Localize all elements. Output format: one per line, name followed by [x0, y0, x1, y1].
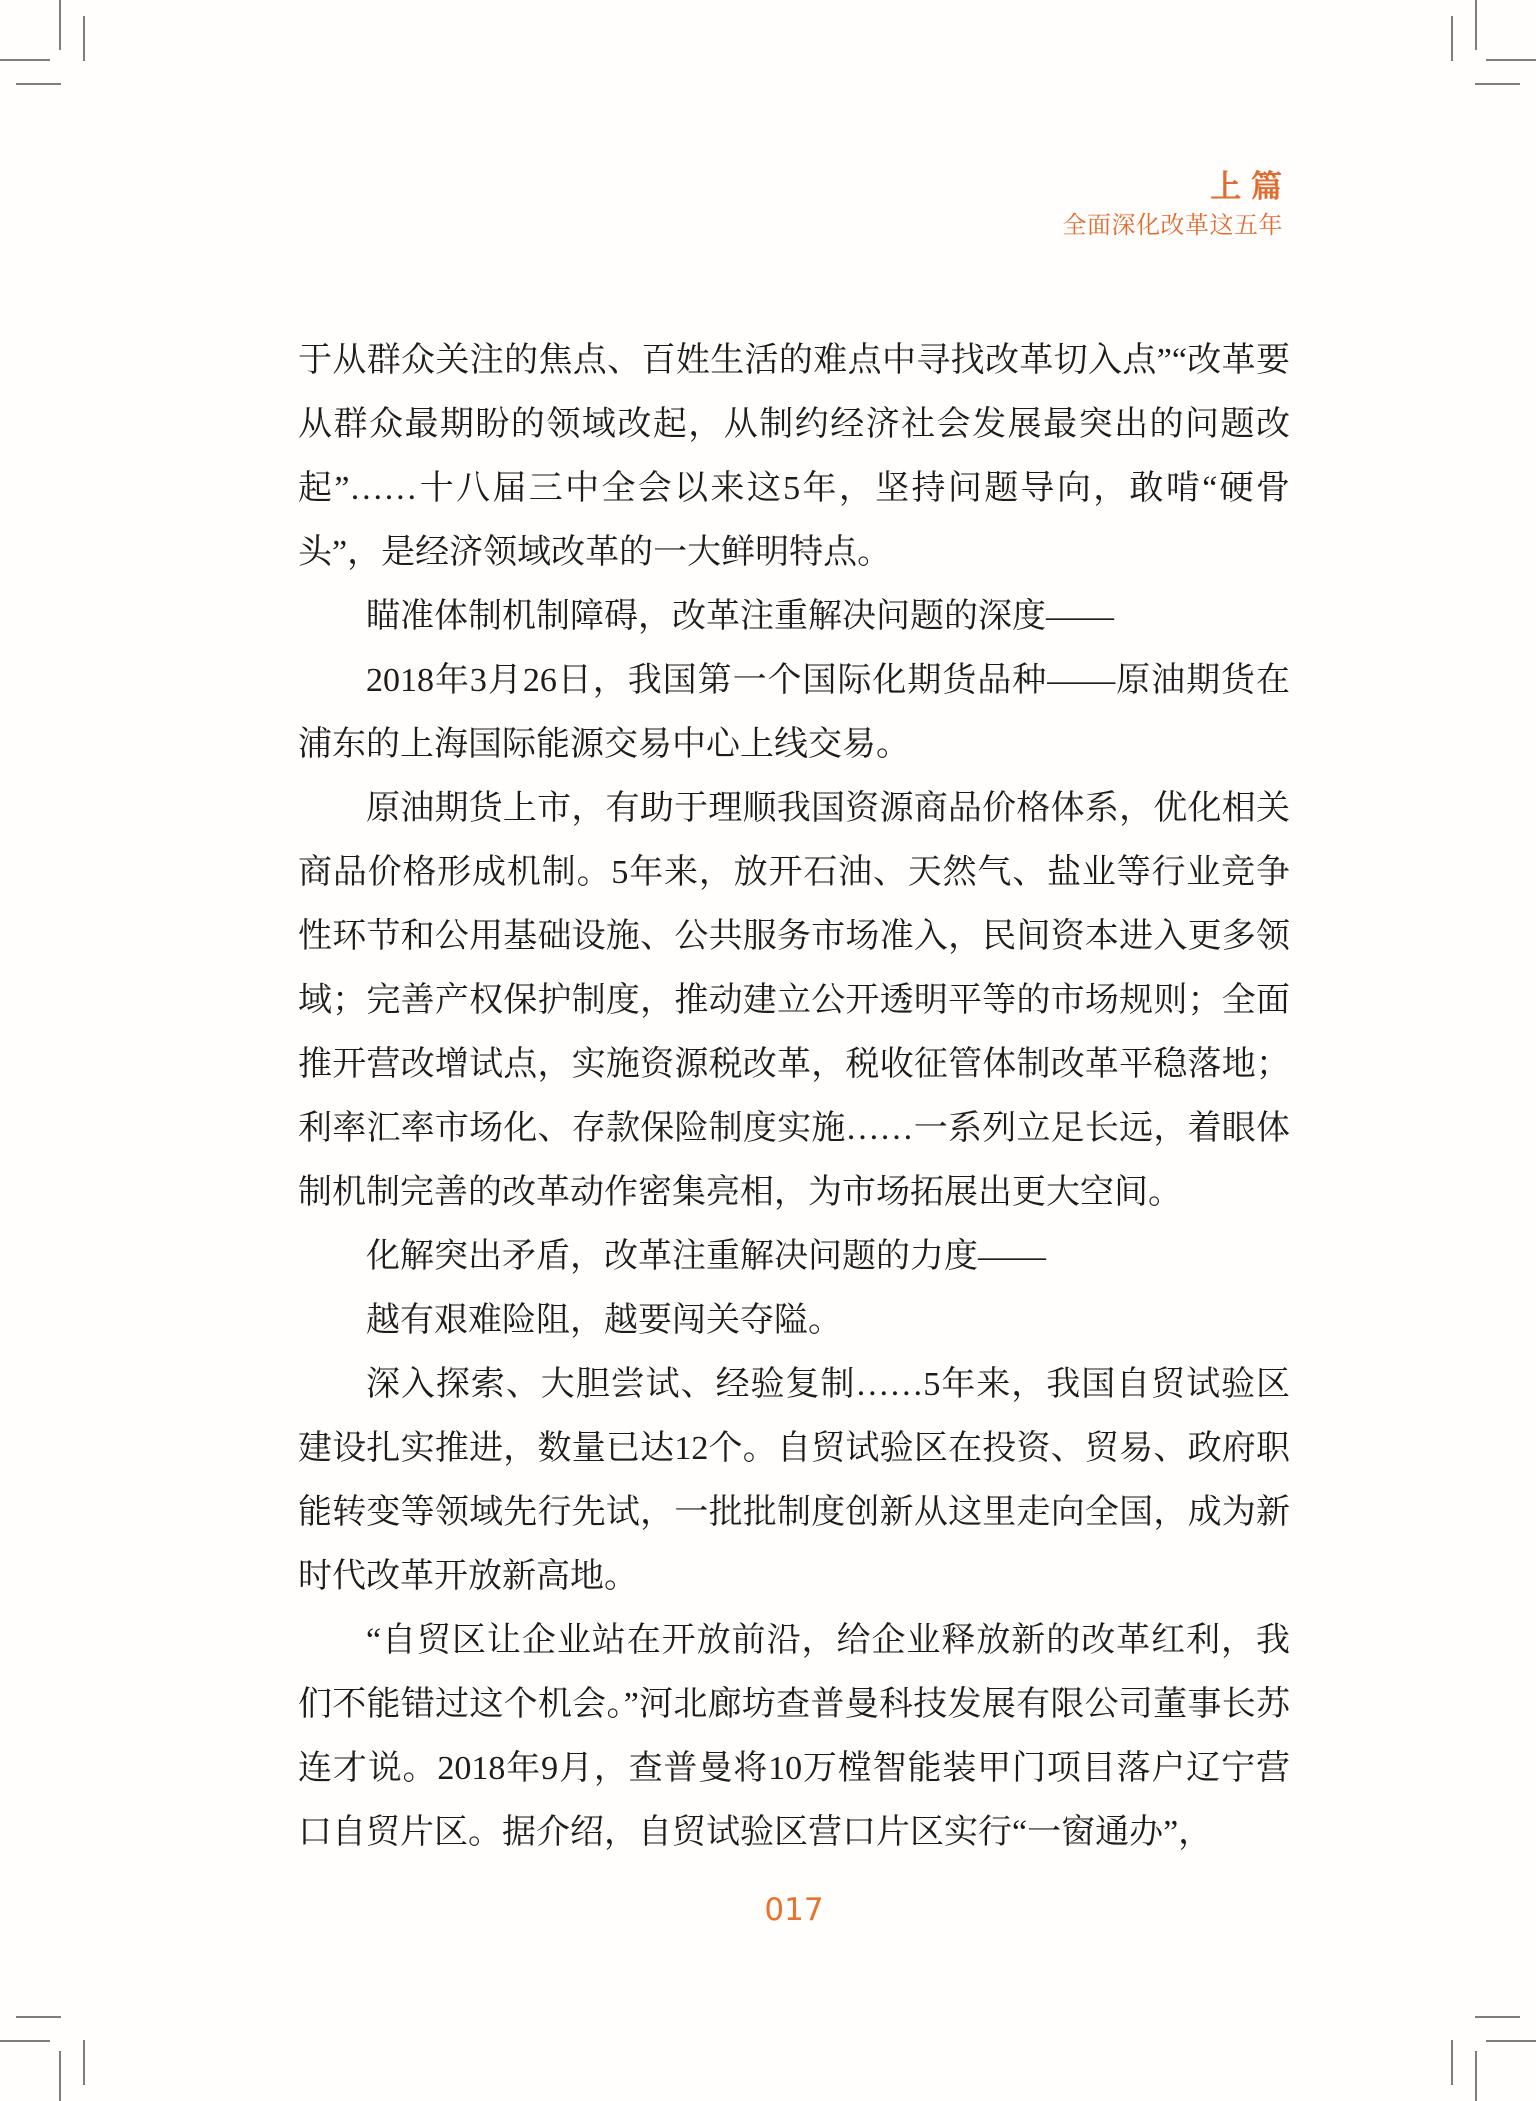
- body-paragraph: “自贸区让企业站在开放前沿，给企业释放新的改革红利，我们不能错过这个机会。”河北廊坊查普曼科技发展有限公司董事长苏连才说。2018年9月，查普曼将10万樘智能装甲门项目落户辽宁营口自贸片区。据介绍，自贸试验区营口片区实行“一窗通办”，: [298, 1622, 1290, 1851]
- trim-mark-top-left-h-inner: [16, 83, 61, 85]
- body-paragraph: 化解突出矛盾，改革注重解决问题的力度——: [366, 1238, 1046, 1275]
- trim-mark-bottom-left-v-inner: [83, 2040, 85, 2085]
- page-number: 017: [764, 1892, 824, 1928]
- trim-mark-bottom-right-h-inner: [1475, 2016, 1520, 2018]
- trim-mark-top-right-h-outer: [1486, 59, 1536, 61]
- body-paragraph: 越有艰难险阻，越要闯关夺隘。: [366, 1302, 842, 1339]
- trim-mark-top-right-v-outer: [1475, 0, 1477, 50]
- trim-mark-top-left-v-inner: [83, 16, 85, 61]
- trim-mark-top-right-h-inner: [1475, 83, 1520, 85]
- body-paragraph: 深入探索、大胆尝试、经验复制……5年来，我国自贸试验区建设扎实推进，数量已达12个。自贸试验区在投资、贸易、政府职能转变等领域先行先试，一批批制度创新从这里走向全国，成为新时代改革开放新高地。: [298, 1366, 1290, 1595]
- section-subtitle: 全面深化改革这五年: [1062, 213, 1283, 239]
- body-paragraph: 瞄准体制机制障碍，改革注重解决问题的深度——: [366, 598, 1114, 635]
- trim-mark-bottom-right-h-outer: [1486, 2040, 1536, 2042]
- trim-mark-bottom-left-h-outer: [0, 2040, 50, 2042]
- trim-mark-top-left-h-outer: [0, 59, 50, 61]
- trim-mark-top-right-v-inner: [1451, 16, 1453, 61]
- running-header: [1063, 171, 1284, 238]
- trim-mark-bottom-right-v-inner: [1451, 2040, 1453, 2085]
- trim-mark-bottom-left-h-inner: [16, 2016, 61, 2018]
- trim-mark-bottom-left-v-outer: [59, 2051, 61, 2101]
- body-text: [298, 329, 1290, 1865]
- trim-mark-bottom-right-v-outer: [1475, 2051, 1477, 2101]
- body-paragraph: 2018年3月26日，我国第一个国际化期货品种——原油期货在浦东的上海国际能源交易中心上线交易。: [298, 662, 1290, 763]
- section-title: 上 篇: [1210, 169, 1283, 204]
- body-paragraph: 原油期货上市，有助于理顺我国资源商品价格体系，优化相关商品价格形成机制。5年来，放开石油、天然气、盐业等行业竞争性环节和公用基础设施、公共服务市场准入，民间资本进入更多领域；完善产权保护制度，推动建立公开透明平等的市场规则；全面推开营改增试点，实施资源税改革，税收征管体制改革平稳落地；利率汇率市场化、存款保险制度实施……一系列立足长远，着眼体制机制完善的改革动作密集亮相，为市场拓展出更大空间。: [298, 790, 1290, 1211]
- trim-mark-top-left-v-outer: [59, 0, 61, 50]
- body-paragraph: 于从群众关注的焦点、百姓生活的难点中寻找改革切入点”“改革要从群众最期盼的领域改起，从制约经济社会发展最突出的问题改起”……十八届三中全会以来这5年，坚持问题导向，敢啃“硬骨头”，是经济领域改革的一大鲜明特点。: [298, 342, 1290, 571]
